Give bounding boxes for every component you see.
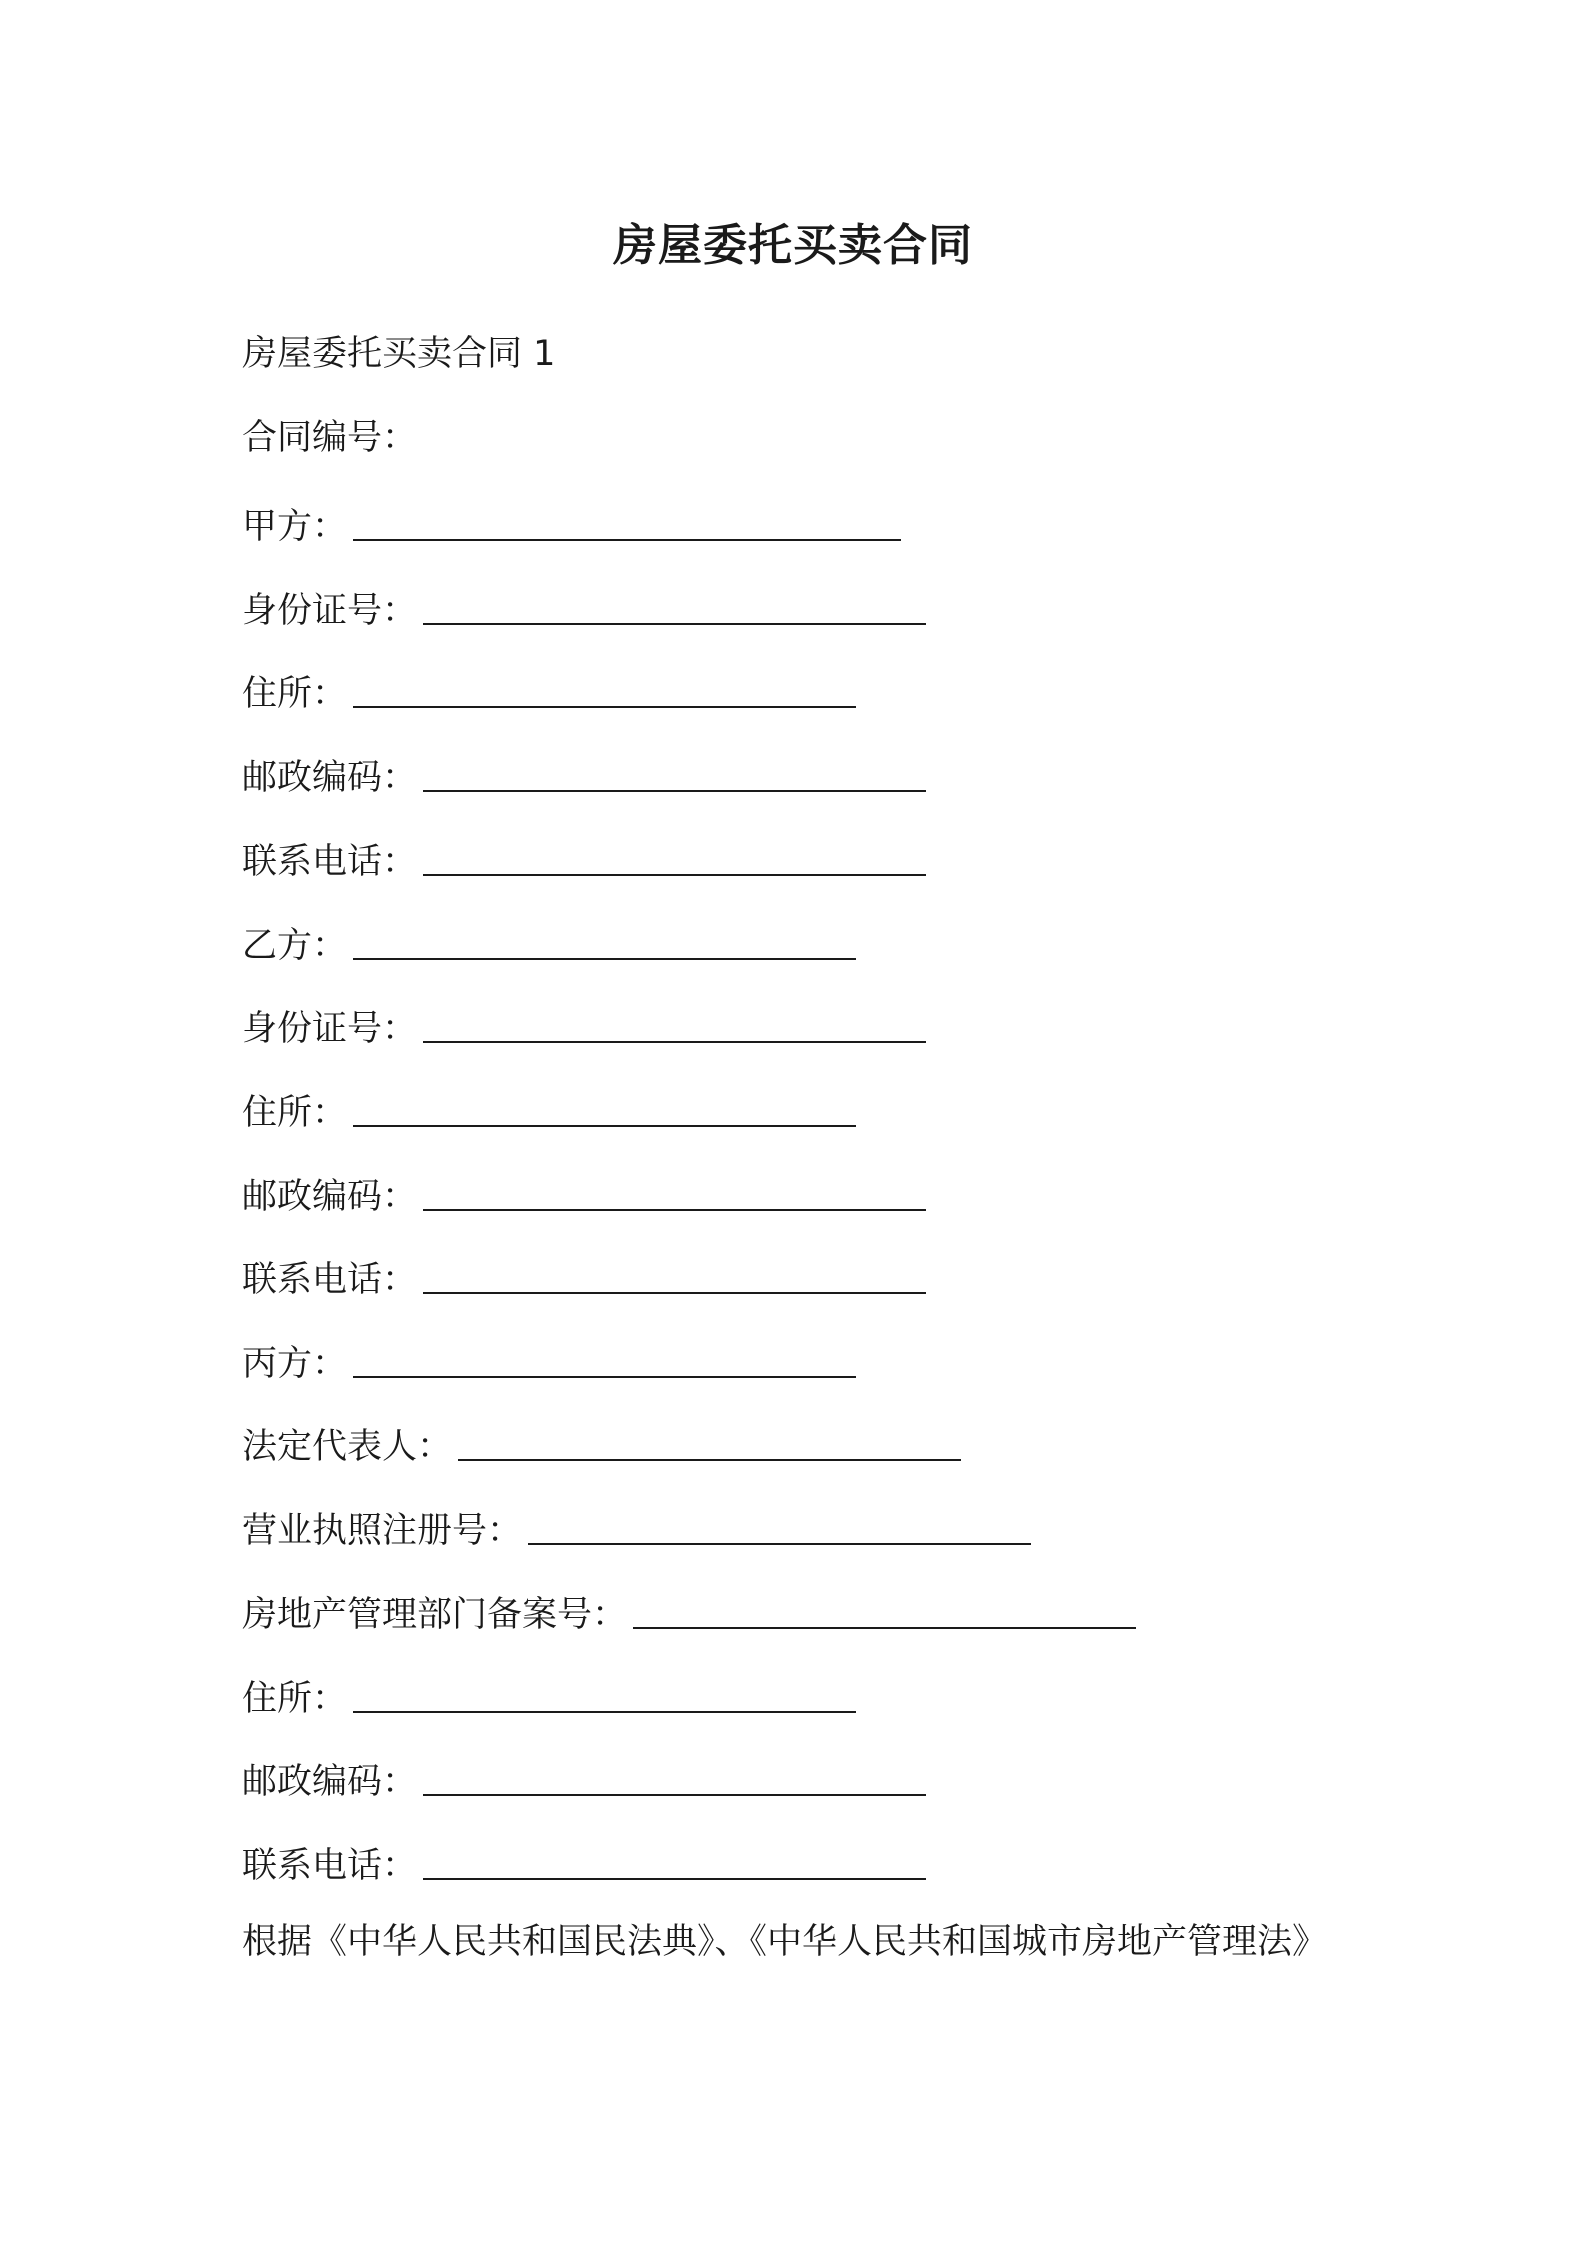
party-b-postcode-blank [423, 1173, 926, 1211]
party-a-address-blank [353, 670, 856, 708]
party-a-name-line [242, 503, 901, 551]
party-a-postcode-line [242, 754, 926, 802]
party-c-address-blank [353, 1675, 856, 1713]
party-c-filing-label: 房地产管理部门备案号： [242, 1595, 628, 1635]
document-subtitle: 房屋委托买卖合同 1 [242, 334, 556, 374]
party-c-phone-blank [423, 1842, 926, 1880]
party-c-address-label: 住所： [242, 1679, 348, 1719]
party-b-name-blank [353, 922, 856, 960]
party-c-address-line [242, 1675, 856, 1723]
party-c-phone-line [242, 1842, 926, 1890]
legal-basis-text: 根据《中华人民共和国民法典》、《中华人民共和国城市房地产管理法》 [242, 1922, 1328, 1962]
party-c-legal-rep-line [242, 1423, 961, 1471]
party-c-name-blank [353, 1340, 856, 1378]
party-a-phone-label: 联系电话： [242, 842, 418, 882]
party-c-license-blank [528, 1507, 1031, 1545]
party-c-legal-rep-label: 法定代表人： [242, 1427, 453, 1467]
party-c-name-label: 丙方： [242, 1344, 348, 1384]
party-c-postcode-label: 邮政编码： [242, 1762, 418, 1802]
party-c-postcode-line [242, 1758, 926, 1806]
party-a-postcode-blank [423, 754, 926, 792]
party-b-phone-line [242, 1256, 926, 1304]
party-b-address-blank [353, 1089, 856, 1127]
party-c-filing-blank [633, 1591, 1136, 1629]
party-c-license-label: 营业执照注册号： [242, 1511, 523, 1551]
party-b-phone-label: 联系电话： [242, 1260, 418, 1300]
party-c-license-line [242, 1507, 1031, 1555]
party-b-id-line [242, 1005, 926, 1053]
party-b-name-label: 乙方： [242, 926, 348, 966]
party-a-phone-blank [423, 838, 926, 876]
party-b-postcode-label: 邮政编码： [242, 1177, 418, 1217]
contract-number-line [242, 414, 417, 462]
contract-number-label: 合同编号： [242, 418, 418, 458]
party-b-postcode-line [242, 1173, 926, 1221]
party-b-address-label: 住所： [242, 1093, 348, 1133]
party-a-id-line [242, 587, 926, 635]
document-title: 房屋委托买卖合同 [613, 220, 973, 271]
party-a-name-blank [353, 503, 901, 541]
party-b-id-blank [423, 1005, 926, 1043]
party-b-address-line [242, 1089, 856, 1137]
party-c-filing-line [242, 1591, 1136, 1639]
party-b-id-label: 身份证号： [242, 1009, 418, 1049]
party-c-phone-label: 联系电话： [242, 1846, 418, 1886]
party-a-name-label: 甲方： [242, 507, 348, 547]
party-a-phone-line [242, 838, 926, 886]
party-b-phone-blank [423, 1256, 926, 1294]
party-c-name-line [242, 1340, 856, 1388]
party-c-legal-rep-blank [458, 1423, 961, 1461]
party-c-postcode-blank [423, 1758, 926, 1796]
party-a-id-blank [423, 587, 926, 625]
party-a-postcode-label: 邮政编码： [242, 758, 418, 798]
party-a-id-label: 身份证号： [242, 591, 418, 631]
party-a-address-line [242, 670, 856, 718]
party-b-name-line [242, 922, 856, 970]
party-a-address-label: 住所： [242, 674, 348, 714]
